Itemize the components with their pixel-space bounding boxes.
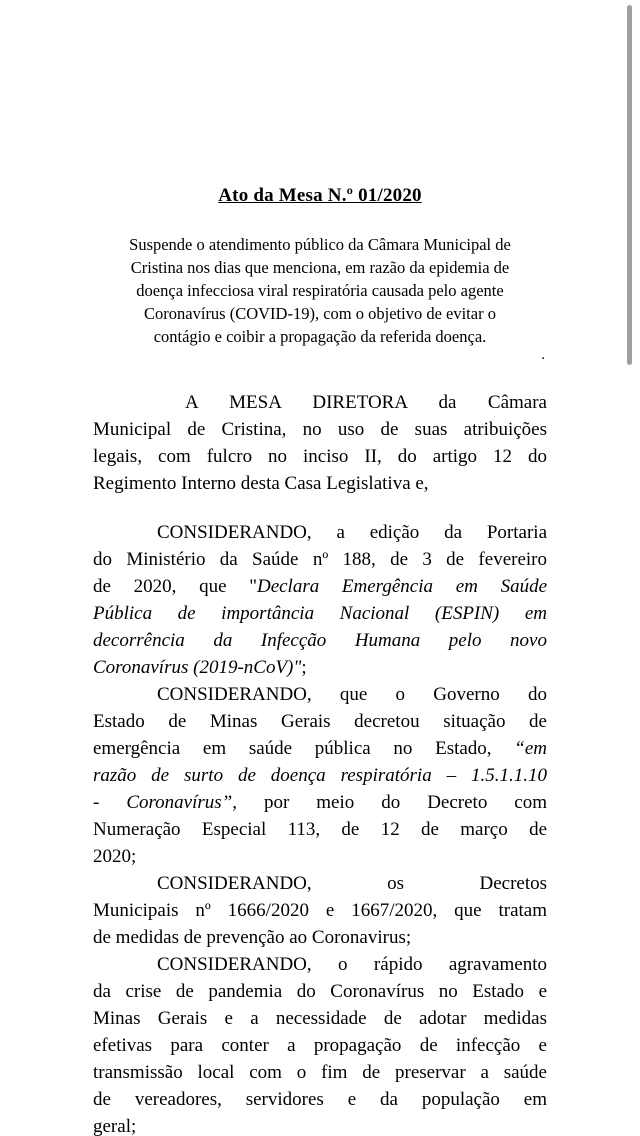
paragraph-line: transmissão local com o fim de preservar a saúde [93, 1062, 547, 1083]
paragraph-line: de 2020, que "Declara Emergência em Saúde [93, 576, 547, 597]
paragraph-line: 2020; [93, 846, 137, 867]
paragraph-line: de medidas de prevenção ao Coronavirus; [93, 927, 412, 948]
summary-line: Suspende o atendimento público da Câmara Municipal de [129, 235, 511, 254]
paragraph-line: CONSIDERANDO, o rápido agravamento [157, 954, 547, 975]
paragraph-line: Regimento Interno desta Casa Legislativa e, [93, 473, 429, 494]
paragraph-line: CONSIDERANDO, que o Governo do [157, 684, 547, 705]
summary-block [93, 233, 547, 348]
scrollbar-thumb[interactable] [627, 5, 632, 365]
paragraph-line: Municipal de Cristina, no uso de suas atribuições [93, 419, 547, 440]
document-body [93, 389, 547, 1136]
paragraph-line: Coronavírus (2019-nCoV)"; [93, 657, 307, 678]
paragraph-line: - Coronavírus”, por meio do Decreto com [93, 792, 548, 813]
paragraph [93, 519, 547, 681]
paragraph-line: Municipais nº 1666/2020 e 1667/2020, que tratam [93, 900, 547, 921]
paragraph-line: decorrência da Infecção Humana pelo novo [93, 630, 547, 651]
paragraph-line: Minas Gerais e a necessidade de adotar medidas [93, 1008, 547, 1029]
paragraph-line: Pública de importância Nacional (ESPIN) em [93, 603, 547, 624]
paragraph-line: geral; [93, 1116, 137, 1136]
paragraph-line: razão de surto de doença respiratória – 1.5.1.1.10 [93, 765, 547, 786]
paragraph-line: Estado de Minas Gerais decretou situação de [93, 711, 547, 732]
summary-line: Coronavírus (COVID-19), com o objetivo de evitar o [144, 304, 496, 323]
paragraph-line: emergência em saúde pública no Estado, “em [93, 738, 547, 759]
paragraph [93, 951, 547, 1136]
paragraph-line: legais, com fulcro no inciso II, do artigo 12 do [93, 446, 547, 467]
summary-line: contágio e coibir a propagação da referida doença. [153, 327, 487, 346]
paragraph-line: CONSIDERANDO, a edição da Portaria [157, 522, 547, 543]
paragraph [93, 389, 547, 497]
paragraph-line: efetivas para conter a propagação de infecção e [93, 1035, 547, 1056]
summary-line: doença infecciosa viral respiratória causada pelo agente [136, 281, 504, 300]
summary-line: Cristina nos dias que menciona, em razão da epidemia de [130, 258, 510, 277]
paragraph [93, 681, 547, 870]
stray-period: . [541, 347, 545, 363]
paragraph-line: do Ministério da Saúde nº 188, de 3 de fevereiro [93, 549, 547, 570]
document-title: Ato da Mesa N.º 01/2020 [218, 185, 422, 206]
paragraph-line: Numeração Especial 113, de 12 de março de [93, 819, 547, 840]
paragraph [93, 870, 547, 951]
paragraph-line: da crise de pandemia do Coronavírus no Estado e [93, 981, 547, 1002]
paragraph-line: A MESA DIRETORA da Câmara [185, 392, 547, 413]
paragraph-line: CONSIDERANDO, os Decretos [157, 873, 547, 894]
paragraph-line: de vereadores, servidores e da população em [93, 1089, 547, 1110]
